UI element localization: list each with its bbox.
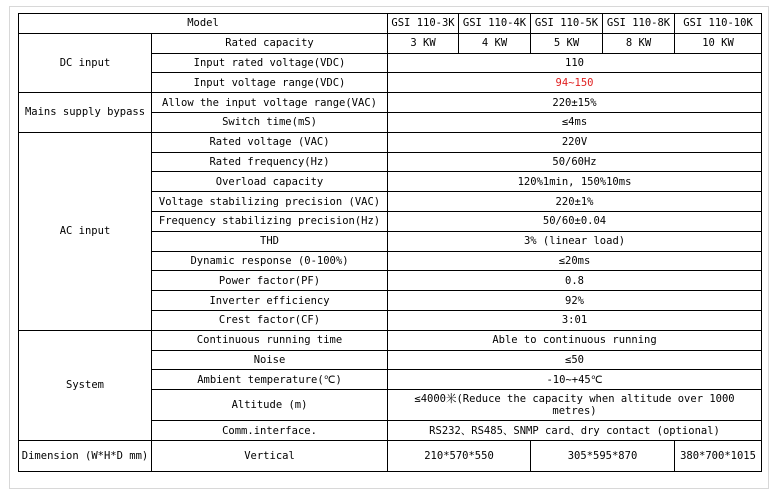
model-row: [19, 14, 762, 34]
capacity-value: 4 KW: [459, 33, 531, 53]
row-value: 3:01: [388, 310, 762, 330]
row-label: Altitude (m): [152, 390, 388, 421]
group-label-system: System: [19, 330, 152, 440]
row-label: Rated frequency(Hz): [152, 152, 388, 172]
model-name: GSI 110-4K: [459, 14, 531, 34]
row-label: THD: [152, 231, 388, 251]
row-value: Able to continuous running: [388, 330, 762, 350]
row-value: ≤4000米(Reduce the capacity when altitude over 1000 metres): [388, 390, 762, 421]
row-value: 50/60Hz: [388, 152, 762, 172]
row-label: Inverter efficiency: [152, 291, 388, 311]
row-value: 220V: [388, 132, 762, 152]
model-name: GSI 110-3K: [388, 14, 459, 34]
table-row: [19, 330, 762, 350]
row-value: 110: [388, 53, 762, 73]
row-label: Crest factor(CF): [152, 310, 388, 330]
row-value: -10~+45℃: [388, 370, 762, 390]
dimension-value: 210*570*550: [388, 440, 531, 471]
table-row: [19, 93, 762, 113]
row-label: Comm.interface.: [152, 421, 388, 441]
model-name: GSI 110-5K: [531, 14, 603, 34]
row-value: 3% (linear load): [388, 231, 762, 251]
row-value: 220±15%: [388, 93, 762, 113]
row-label: Switch time(mS): [152, 112, 388, 132]
table-row: [19, 440, 762, 471]
table-row: [19, 132, 762, 152]
group-label-mains-bypass: Mains supply bypass: [19, 93, 152, 133]
capacity-value: 3 KW: [388, 33, 459, 53]
row-value: 120%1min, 150%10ms: [388, 172, 762, 192]
row-label: Rated capacity: [152, 33, 388, 53]
row-value: 220±1%: [388, 192, 762, 212]
row-value: 0.8: [388, 271, 762, 291]
row-label: Continuous running time: [152, 330, 388, 350]
row-label: Power factor(PF): [152, 271, 388, 291]
group-label-dimension: Dimension (W*H*D mm): [19, 440, 152, 471]
row-value: ≤4ms: [388, 112, 762, 132]
row-value: RS232、RS485、SNMP card、dry contact (optional): [388, 421, 762, 441]
model-label: Model: [19, 14, 388, 34]
model-name: GSI 110-10K: [675, 14, 762, 34]
row-label: Voltage stabilizing precision (VAC): [152, 192, 388, 212]
row-label: Vertical: [152, 440, 388, 471]
row-label: Input rated voltage(VDC): [152, 53, 388, 73]
capacity-value: 10 KW: [675, 33, 762, 53]
row-value: 92%: [388, 291, 762, 311]
group-label-ac-input: AC input: [19, 132, 152, 330]
row-label: Rated voltage (VAC): [152, 132, 388, 152]
row-value: 50/60±0.04: [388, 211, 762, 231]
row-label: Ambient temperature(℃): [152, 370, 388, 390]
dimension-value: 380*700*1015: [675, 440, 762, 471]
model-name: GSI 110-8K: [603, 14, 675, 34]
row-label: Input voltage range(VDC): [152, 73, 388, 93]
capacity-value: 8 KW: [603, 33, 675, 53]
dimension-value: 305*595*870: [531, 440, 675, 471]
row-label: Overload capacity: [152, 172, 388, 192]
row-label: Dynamic response (0-100%): [152, 251, 388, 271]
spec-table: [18, 13, 762, 472]
row-label: Frequency stabilizing precision(Hz): [152, 211, 388, 231]
capacity-value: 5 KW: [531, 33, 603, 53]
group-label-dc-input: DC input: [19, 33, 152, 92]
row-label: Allow the input voltage range(VAC): [152, 93, 388, 113]
table-row: [19, 33, 762, 53]
row-value-highlight: 94~150: [388, 73, 762, 93]
row-value: ≤20ms: [388, 251, 762, 271]
row-value: ≤50: [388, 350, 762, 370]
row-label: Noise: [152, 350, 388, 370]
